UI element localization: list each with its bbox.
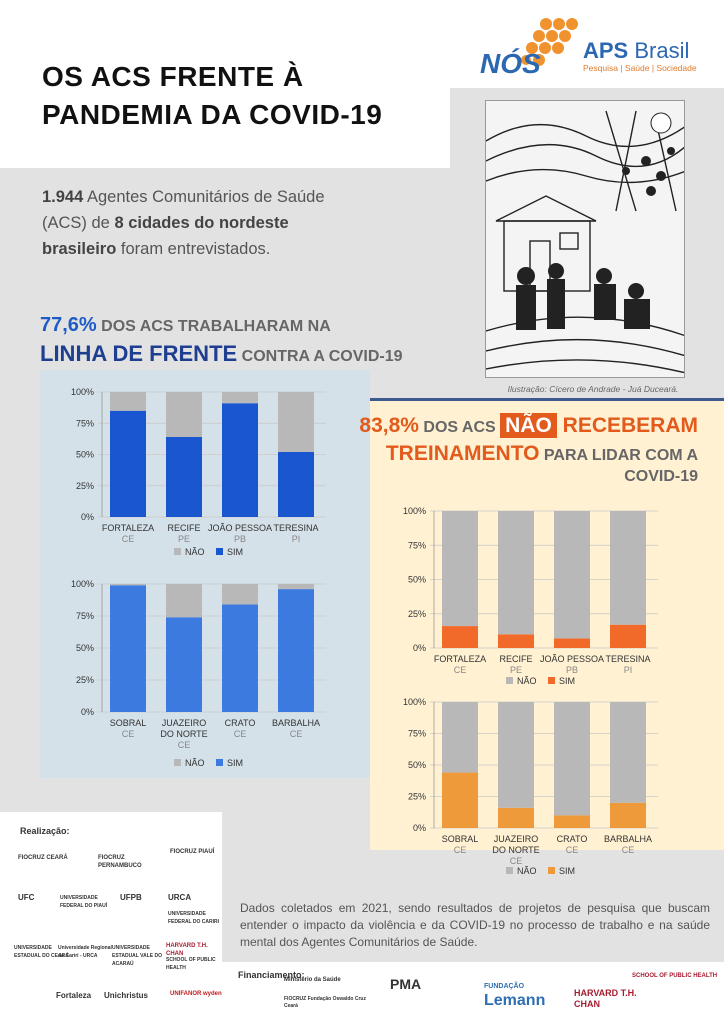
legend-label-nao: NÃO (185, 758, 205, 768)
bar-sim (166, 437, 202, 517)
partner-logo: FIOCRUZ PIAUÍ (170, 849, 215, 855)
bar-nao (166, 584, 202, 617)
y-tick-label: 25% (407, 791, 426, 802)
y-tick-label: 0% (80, 512, 94, 522)
y-tick-label: 100% (402, 506, 426, 516)
data-note-block (228, 892, 724, 958)
bar-nao (166, 392, 202, 437)
x-state-label: PI (291, 534, 301, 544)
partner-logo: URCA (168, 893, 192, 902)
x-state-label: PE (177, 534, 191, 544)
chart-linha-frente-capitais (40, 370, 370, 570)
x-category-label: DO NORTE (160, 729, 208, 739)
bar-sim (110, 411, 146, 517)
y-tick-label: 0% (412, 643, 426, 653)
partner-logo: UNIVERSIDADE ESTADUAL VALE DO ACARAÚ (112, 945, 163, 967)
bar-sim (610, 803, 646, 828)
bar-nao (610, 702, 646, 803)
y-tick-label: 100% (70, 387, 94, 397)
y-tick-label: 25% (75, 480, 94, 491)
x-state-label: PI (623, 665, 633, 675)
partner-logo: Unichristus (104, 991, 149, 1000)
partner-logo: UNIVERSIDADE ESTADUAL DO CEARÁ (14, 945, 69, 959)
y-tick-label: 50% (75, 449, 94, 460)
bar-sim (610, 625, 646, 648)
partner-logo: SCHOOL OF PUBLIC HEALTH (166, 957, 216, 971)
y-tick-label: 25% (407, 608, 426, 619)
x-state-label: CE (565, 845, 579, 855)
realizacao-block (0, 812, 222, 1024)
x-category-label: RECIFE (167, 523, 201, 533)
y-tick-label: 100% (402, 697, 426, 707)
x-state-label: CE (453, 845, 467, 855)
x-category-label: BARBALHA (603, 834, 653, 844)
bar-sim (442, 773, 478, 828)
x-category-label: TERESINA (273, 523, 319, 533)
page-title: OS ACS FRENTE À PANDEMIA DA COVID-19 (42, 61, 383, 130)
bar-nao (110, 392, 146, 411)
y-tick-label: 50% (407, 760, 426, 770)
legend-label-sim: SIM (227, 758, 244, 768)
y-tick-label: 75% (75, 418, 94, 429)
bar-sim (554, 638, 590, 648)
section2-highlight: TREINAMENTO (385, 442, 540, 465)
funder-logo: HARVARD T.H. CHAN (574, 988, 637, 1009)
section2-percent: 83,8% (359, 414, 419, 437)
section1-highlight: LINHA DE FRENTE (40, 341, 238, 366)
y-tick-label: 75% (407, 728, 426, 739)
x-state-label: CE (621, 845, 635, 855)
bar-nao (498, 511, 534, 634)
title-block (0, 0, 450, 168)
legend-swatch-sim (548, 867, 555, 874)
section1-headline: 77,6% DOS ACS TRABALHARAM NA LINHA DE FRENTE CONTRA A COVID-19 (40, 314, 403, 366)
bar-nao (222, 584, 258, 604)
partner-logo: UFPB (120, 893, 142, 902)
bar-sim (554, 815, 590, 828)
x-category-label: CRATO (224, 718, 256, 728)
partner-logo: FIOCRUZ PERNAMBUCO (98, 855, 142, 869)
partner-logo: UNIVERSIDADE FEDERAL DO CARIRI (168, 911, 220, 925)
bar-nao (498, 702, 534, 808)
funder-logo: FUNDAÇÃO (484, 983, 525, 990)
y-tick-label: 50% (75, 643, 94, 653)
x-state-label: CE (453, 665, 467, 675)
bar-nao (110, 584, 146, 585)
y-tick-label: 50% (407, 574, 426, 585)
partner-logo: UNIFANOR wyden (170, 991, 222, 997)
x-category-label: RECIFE (499, 654, 533, 664)
chart-treinamento-interior (370, 692, 724, 882)
bar-sim (278, 452, 314, 517)
bar-nao (442, 511, 478, 626)
bar-sim (278, 589, 314, 712)
illustration-caption: Ilustração: Cícero de Andrade - Juá Duceará. (507, 384, 679, 394)
bar-sim (110, 585, 146, 712)
chart-treinamento-capitais (370, 496, 724, 692)
legend-swatch-nao (506, 677, 513, 684)
y-tick-label: 25% (75, 675, 94, 685)
logo-nos: NÓS (480, 48, 541, 79)
x-state-label: CE (289, 729, 303, 739)
financiamento-block (222, 962, 724, 1024)
financiamento-label: Financiamento: (238, 970, 305, 980)
data-note: Dados coletados em 2021, sendo resultados de projetos de pesquisa que buscam entender o impacto da violência e da COVID-19 no processo de trabalho e na saúde mental dos Agentes Comunitários de Saúde. (240, 901, 710, 949)
legend-label-sim: SIM (559, 866, 576, 876)
legend-label-sim: SIM (227, 547, 244, 557)
x-state-label: PB (565, 665, 579, 675)
x-category-label: DO NORTE (492, 845, 540, 855)
bar-sim (442, 626, 478, 648)
legend-label-nao: NÃO (517, 866, 537, 876)
partner-logo: HARVARD T.H. CHAN (166, 943, 208, 957)
intro-text: 1.944 Agentes Comunitários de Saúde (ACS) de 8 cidades do nordeste brasileiro foram entrevistados. (42, 188, 325, 258)
bar-sim (498, 808, 534, 828)
partner-logo: Universidade Regional do Cariri - URCA (58, 945, 112, 959)
x-category-label: SOBRAL (441, 834, 479, 844)
legend-label-nao: NÃO (517, 676, 537, 686)
bar-nao (442, 702, 478, 773)
bar-nao (278, 584, 314, 589)
logo-tagline: Pesquisa | Saúde | Sociedade (583, 63, 697, 73)
realizacao-label: Realização: (20, 826, 70, 836)
x-category-label: SOBRAL (109, 718, 147, 728)
partner-logo: UFC (18, 893, 35, 902)
x-state-label: PE (509, 665, 523, 675)
x-category-label: JOÃO PESSOA (207, 523, 273, 533)
x-category-label: CRATO (556, 834, 588, 844)
illustration-drawing (486, 101, 685, 378)
bar-sim (498, 634, 534, 648)
legend-swatch-nao (174, 548, 181, 555)
bar-nao (610, 511, 646, 625)
linha-de-frente-panel (40, 370, 370, 778)
legend-swatch-sim (216, 759, 223, 766)
y-tick-label: 100% (70, 579, 94, 589)
funder-logo: PMA (390, 976, 422, 992)
legend-label-nao: NÃO (185, 547, 205, 557)
bar-nao (554, 511, 590, 638)
bar-sim (166, 617, 202, 712)
x-state-label: CE (233, 729, 247, 739)
aps-brasil-logo (450, 0, 724, 88)
x-state-label: CE (177, 740, 191, 750)
legend-swatch-sim (216, 548, 223, 555)
legend-swatch-nao (174, 759, 181, 766)
bar-sim (222, 403, 258, 517)
chart-linha-frente-interior (40, 570, 370, 775)
x-category-label: TERESINA (605, 654, 651, 664)
legend-swatch-nao (506, 867, 513, 874)
bar-nao (278, 392, 314, 452)
funder-logo: SCHOOL OF PUBLIC HEALTH (632, 973, 718, 979)
x-category-label: JOÃO PESSOA (539, 654, 605, 664)
woodcut-illustration (485, 100, 685, 378)
x-category-label: BARBALHA (271, 718, 321, 728)
x-state-label: CE (121, 534, 135, 544)
y-tick-label: 75% (407, 540, 426, 551)
legend-label-sim: SIM (559, 676, 576, 686)
bar-nao (222, 392, 258, 403)
y-tick-label: 75% (75, 611, 94, 621)
x-state-label: CE (121, 729, 135, 739)
y-tick-label: 0% (80, 707, 94, 717)
nao-badge: NÃO (500, 413, 557, 438)
x-category-label: FORTALEZA (101, 523, 155, 533)
partner-logo: Fortaleza (56, 991, 92, 1000)
x-state-label: CE (509, 856, 523, 866)
y-tick-label: 0% (412, 823, 426, 833)
section1-percent: 77,6% (40, 314, 97, 336)
section2-headline: 83,8% DOS ACS NÃO RECEBERAM TREINAMENTO PARA LIDAR COM A COVID-19 (359, 414, 698, 485)
x-state-label: PB (233, 534, 247, 544)
legend-swatch-sim (548, 677, 555, 684)
logo-aps: APS Brasil (583, 38, 690, 63)
x-category-label: JUAZEIRO (161, 718, 207, 728)
x-category-label: FORTALEZA (433, 654, 487, 664)
funder-logo: Lemann (484, 992, 546, 1009)
x-category-label: JUAZEIRO (493, 834, 539, 844)
partner-logo: FIOCRUZ CEARÁ (18, 855, 68, 861)
bar-nao (554, 702, 590, 815)
funder-logo: FIOCRUZ Fundação Oswaldo Cruz Ceará (284, 996, 366, 1009)
funder-logo: Ministério da Saúde (284, 977, 341, 983)
bar-sim (222, 604, 258, 712)
partner-logo: UNIVERSIDADE FEDERAL DO PIAUÍ (60, 895, 108, 909)
